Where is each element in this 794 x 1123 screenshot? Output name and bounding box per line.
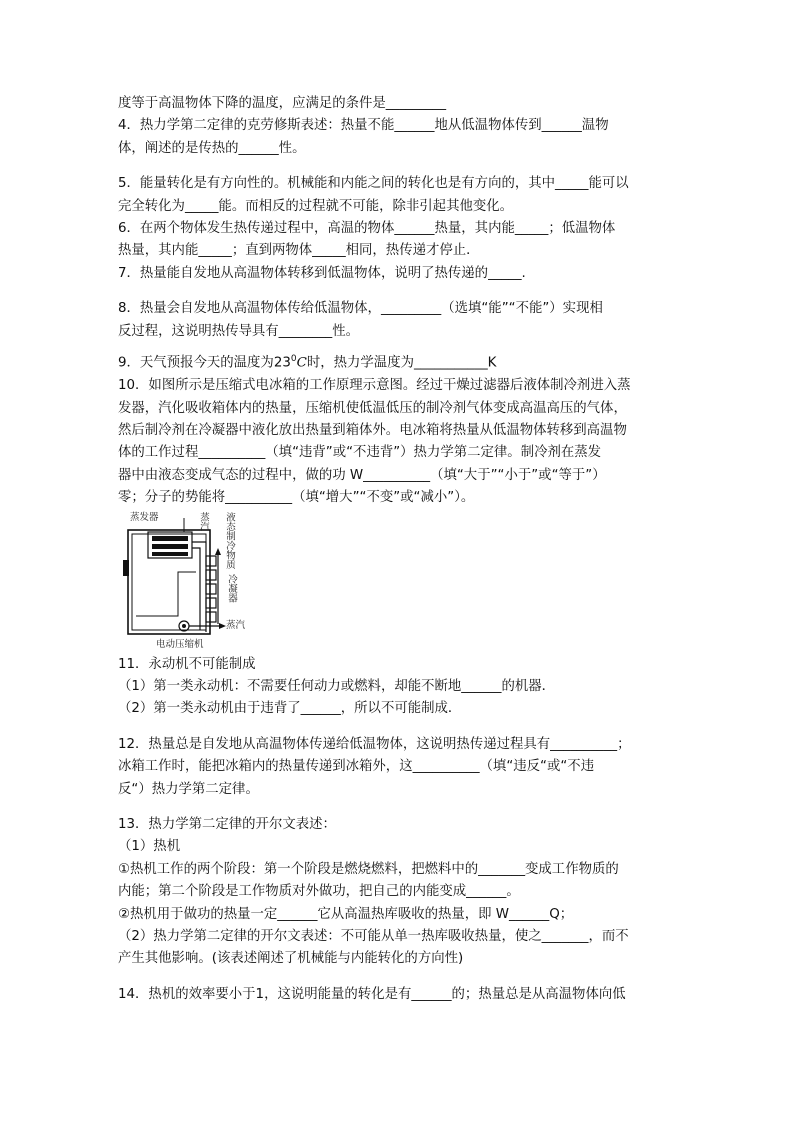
text-line: 然后制冷剂在冷凝器中液化放出热量到箱体外。电冰箱将热量从低温物体转移到高温物 <box>118 423 627 439</box>
text-line: 体，阐述的是传热的______性。 <box>118 140 306 156</box>
text-line: 体的工作过程__________（填“违背”或“不违背”）热力学第二定律。制冷剂在蒸发 <box>118 445 602 461</box>
text-line: 7．热量能自发地从高温物体转移到低温物体，说明了热传递的_____. <box>118 265 526 281</box>
text-line: 反“）热力学第二定律。 <box>118 781 259 797</box>
label-vapor-top: 蒸汽 <box>198 511 209 531</box>
text-line: （1）热机 <box>118 839 181 855</box>
q9-middle: 时，热力学温度为 <box>306 355 414 371</box>
label-condenser: 冷凝器 <box>226 573 237 603</box>
text-line: 内能；第二个阶段是工作物质对外做功，把自己的内能变成______。 <box>118 884 520 900</box>
label-liquid-refrigerant: 液态制冷物质 <box>224 511 235 569</box>
text-line: （2）第一类永动机由于违背了______，所以不可能制成． <box>118 701 462 717</box>
q9-unit-c: C <box>296 355 307 371</box>
text-line: 零；分子的势能将__________（填“增大”“不变”或“减小”）。 <box>118 490 475 506</box>
text-line: 12．热量总是自发地从高温物体传递给低温物体，这说明热传递过程具有__________； <box>118 736 631 752</box>
q9-prefix: 9．天气预报今天的温度为 <box>118 355 274 371</box>
text-line: 冰箱工作时，能把冰箱内的热量传递到冰箱外，这__________（填“违反“或“不违 <box>118 759 595 775</box>
question-9 <box>118 348 688 370</box>
text-line: 5．能量转化是有方向性的。机械能和内能之间的转化也是有方向的，其中_____能可以 <box>118 176 629 192</box>
question-text <box>118 93 688 1006</box>
text-line: 完全转化为_____能。而相反的过程就不可能，除非引起其他变化。 <box>118 198 514 214</box>
text-line: 产生其他影响。(该表述阐述了机械能与内能转化的方向性) <box>118 951 464 967</box>
refrigerator-diagram <box>122 512 248 652</box>
text-line: 8．热量会自发地从高温物体传给低温物体，_________（选填“能”“不能”）实现相 <box>118 301 603 317</box>
text-line: 10．如图所示是压缩式电冰箱的工作原理示意图。经过干燥过滤器后液体制冷剂进入蒸 <box>118 378 631 394</box>
text-line: 14．热机的效率要小于1，这说明能量的转化是有______的；热量总是从高温物体向低 <box>118 986 626 1002</box>
text-line: 11．永动机不可能制成 <box>118 656 256 672</box>
text-line: 度等于高温物体下降的温度，应满足的条件是_________ <box>118 96 447 111</box>
q9-sup: 0 <box>290 353 297 364</box>
q9-temp: 23 <box>273 355 291 371</box>
text-line: （2）热力学第二定律的开尔文表述：不可能从单一热库吸收热量，使之_______，而不 <box>118 928 629 944</box>
label-compressor: 电动压缩机 <box>156 638 204 650</box>
text-line: 13．热力学第二定律的开尔文表述： <box>118 816 336 832</box>
text-line: 发器，汽化吸收箱体内的热量，压缩机使低温低压的制冷剂气体变成高温高压的气体， <box>118 400 627 416</box>
text-line: 4．热力学第二定律的克劳修斯表述：热量不能______地从低温物体传到______温物 <box>118 118 609 134</box>
text-line: 器中由液态变成气态的过程中，做的功 W__________（填“大于”“小于”或“等于”） <box>118 467 606 483</box>
q9-blank: ___________ <box>413 355 488 371</box>
text-line: ①热机工作的两个阶段：第一个阶段是燃烧燃料，把燃料中的_______变成工作物质的 <box>118 861 619 877</box>
text-line: 6．在两个物体发生热传递过程中，高温的物体______热量，其内能_____；低温物体 <box>118 220 616 236</box>
text-line: 热量，其内能_____；直到两物体_____相同，热传递才停止． <box>118 243 480 259</box>
q9-unit-k: K <box>487 355 497 371</box>
text-line: （1）第一类永动机：不需要任何动力或燃料，却能不断地______的机器． <box>118 679 556 695</box>
label-evaporator: 蒸发器 <box>130 511 159 523</box>
label-vapor-bottom: 蒸汽 <box>226 619 246 631</box>
text-line: ②热机用于做功的热量一定______它从高温热库吸收的热量，即 W______Q； <box>118 906 574 922</box>
text-line: 反过程，这说明热传导具有________性。 <box>118 323 360 339</box>
